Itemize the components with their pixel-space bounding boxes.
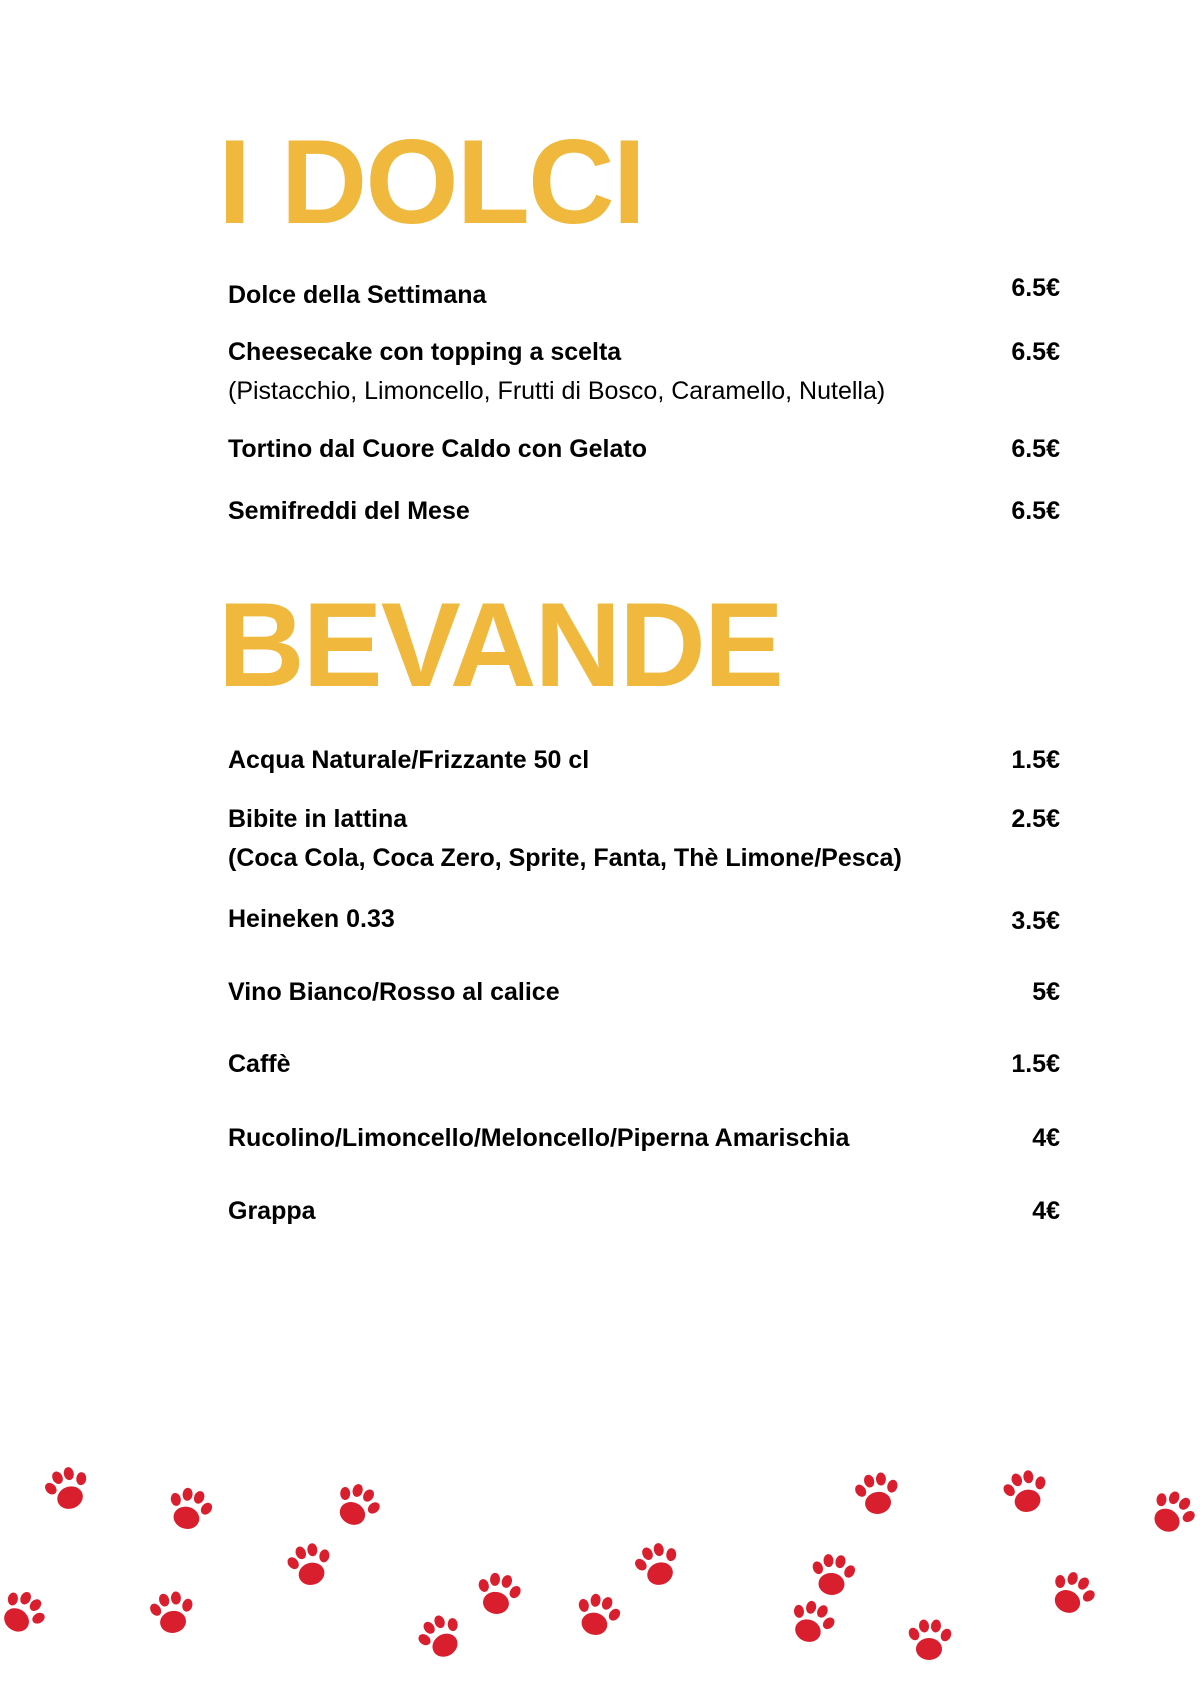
menu-item-price: 6.5€ bbox=[1011, 338, 1060, 366]
paw-print-icon bbox=[808, 1552, 858, 1597]
menu-item-price: 1.5€ bbox=[1011, 746, 1060, 774]
menu-item-price: 1.5€ bbox=[1011, 1050, 1060, 1078]
menu-item-price: 4€ bbox=[1032, 1197, 1060, 1225]
paw-print-icon bbox=[907, 1619, 954, 1660]
section-title-bevande: BEVANDE bbox=[218, 578, 782, 712]
menu-item-name: Semifreddi del Mese bbox=[228, 497, 470, 525]
menu-item-price: 6.5€ bbox=[1011, 435, 1060, 463]
menu-item-name: Cheesecake con topping a scelta bbox=[228, 338, 622, 366]
menu-item-price: 5€ bbox=[1032, 978, 1060, 1006]
section-title-dolci: I DOLCI bbox=[218, 115, 644, 249]
menu-item-note: (Coca Cola, Coca Zero, Sprite, Fanta, Thè Limone/Pesca) bbox=[228, 844, 902, 872]
paw-print-decoration bbox=[0, 1440, 1200, 1697]
paw-print-icon bbox=[39, 1461, 97, 1516]
menu-item-name: Heineken 0.33 bbox=[228, 905, 395, 933]
menu-item-name: Grappa bbox=[228, 1197, 316, 1225]
paw-print-icon bbox=[472, 1569, 525, 1618]
paw-print-icon bbox=[411, 1607, 472, 1666]
menu-item-price: 6.5€ bbox=[1011, 274, 1060, 302]
menu-item-name: Tortino dal Cuore Caldo con Gelato bbox=[228, 435, 647, 463]
paw-print-icon bbox=[146, 1588, 199, 1637]
menu-item-note: (Pistacchio, Limoncello, Frutti di Bosco, Caramello, Nutella) bbox=[228, 377, 886, 405]
menu-item-name: Rucolino/Limoncello/Meloncello/Piperna Amarischia bbox=[228, 1124, 850, 1152]
menu-item-price: 4€ bbox=[1032, 1124, 1060, 1152]
menu-item-price: 6.5€ bbox=[1011, 497, 1060, 525]
menu-item-price: 3.5€ bbox=[1011, 907, 1060, 935]
menu-item-name: Bibite in lattina bbox=[228, 805, 408, 833]
paw-print-icon bbox=[0, 1582, 54, 1642]
paw-print-icon bbox=[1043, 1565, 1103, 1622]
paw-print-icon bbox=[570, 1589, 626, 1641]
menu-item-price: 2.5€ bbox=[1011, 805, 1060, 833]
paw-print-icon bbox=[1142, 1483, 1200, 1542]
menu-item-name: Caffè bbox=[228, 1050, 291, 1078]
paw-print-icon bbox=[851, 1469, 904, 1518]
menu-item-name: Acqua Naturale/Frizzante 50 cl bbox=[228, 746, 590, 774]
paw-print-icon bbox=[783, 1595, 841, 1650]
paw-print-icon bbox=[629, 1537, 687, 1592]
paw-print-icon bbox=[998, 1465, 1054, 1517]
paw-print-icon bbox=[282, 1538, 338, 1590]
menu-item-name: Dolce della Settimana bbox=[228, 281, 487, 309]
paw-print-icon bbox=[328, 1477, 388, 1534]
menu-item-name: Vino Bianco/Rosso al calice bbox=[228, 978, 560, 1006]
paw-print-icon bbox=[162, 1483, 218, 1535]
